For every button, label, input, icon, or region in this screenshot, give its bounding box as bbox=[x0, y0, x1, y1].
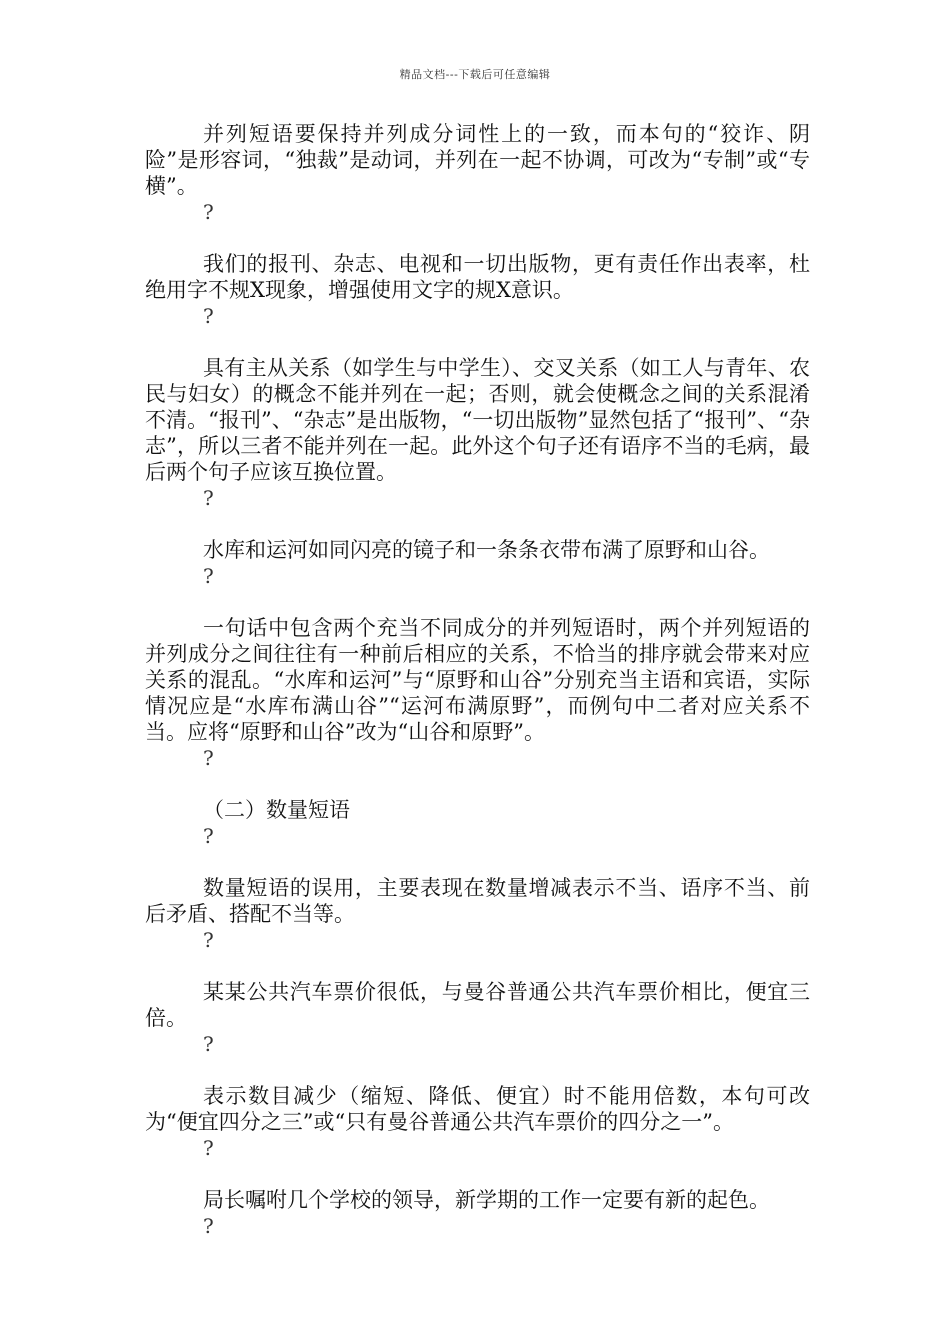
question-mark: ? bbox=[203, 928, 214, 952]
question-mark: ? bbox=[203, 1136, 214, 1160]
question-mark: ? bbox=[203, 486, 214, 510]
paragraph: 具有主从关系（如学生与中学生）、交叉关系（如工人与青年、农民与妇女）的概念不能并列在一起；否则，就会使概念之间的关系混淆不清。“报刊”、“杂志”是出版物，“一切出版物”显然包括了“报刊”、“杂志”，所以三者不能并列在一起。此外这个句子还有语序不当的毛病，最后两个句子应该互换位置。 bbox=[145, 356, 810, 484]
paragraph: 水库和运河如同闪亮的镜子和一条条衣带布满了原野和山谷。 bbox=[203, 538, 770, 562]
question-mark: ? bbox=[203, 1032, 214, 1056]
question-mark: ? bbox=[203, 824, 214, 848]
question-mark: ? bbox=[203, 746, 214, 770]
paragraph: 某某公共汽车票价很低，与曼谷普通公共汽车票价相比，便宜三倍。 bbox=[145, 980, 810, 1030]
document-body bbox=[145, 121, 810, 1265]
question-mark: ? bbox=[203, 564, 214, 588]
paragraph: 表示数目减少（缩短、降低、便宜）时不能用倍数，本句可改为“便宜四分之三”或“只有曼谷普通公共汽车票价的四分之一”。 bbox=[145, 1084, 810, 1134]
paragraph: 一句话中包含两个充当不同成分的并列短语时，两个并列短语的并列成分之间往往有一种前后相应的关系，不恰当的排序就会带来对应关系的混乱。“水库和运河”与“原野和山谷”分别充当主语和宾语，实际情况应是“水库布满山谷”“运河布满原野”，而例句中二者对应关系不当。应将“原野和山谷”改为“山谷和原野”。 bbox=[145, 616, 810, 744]
page-header: 精品文档---下载后可任意编辑 bbox=[399, 68, 551, 81]
question-mark: ? bbox=[203, 1214, 214, 1238]
section-heading: （二）数量短语 bbox=[203, 798, 350, 822]
paragraph: 我们的报刊、杂志、电视和一切出版物，更有责任作出表率，杜绝用字不规X现象，增强使用文字的规X意识。 bbox=[145, 252, 810, 302]
paragraph: 并列短语要保持并列成分词性上的一致，而本句的“狡诈、阴险”是形容词，“独裁”是动词，并列在一起不协调，可改为“专制”或“专横”。 bbox=[145, 122, 810, 198]
question-mark: ? bbox=[203, 304, 214, 328]
paragraph: 数量短语的误用，主要表现在数量增减表示不当、语序不当、前后矛盾、搭配不当等。 bbox=[145, 876, 810, 926]
paragraph: 局长嘱咐几个学校的领导，新学期的工作一定要有新的起色。 bbox=[203, 1188, 770, 1212]
question-mark: ? bbox=[203, 200, 214, 224]
